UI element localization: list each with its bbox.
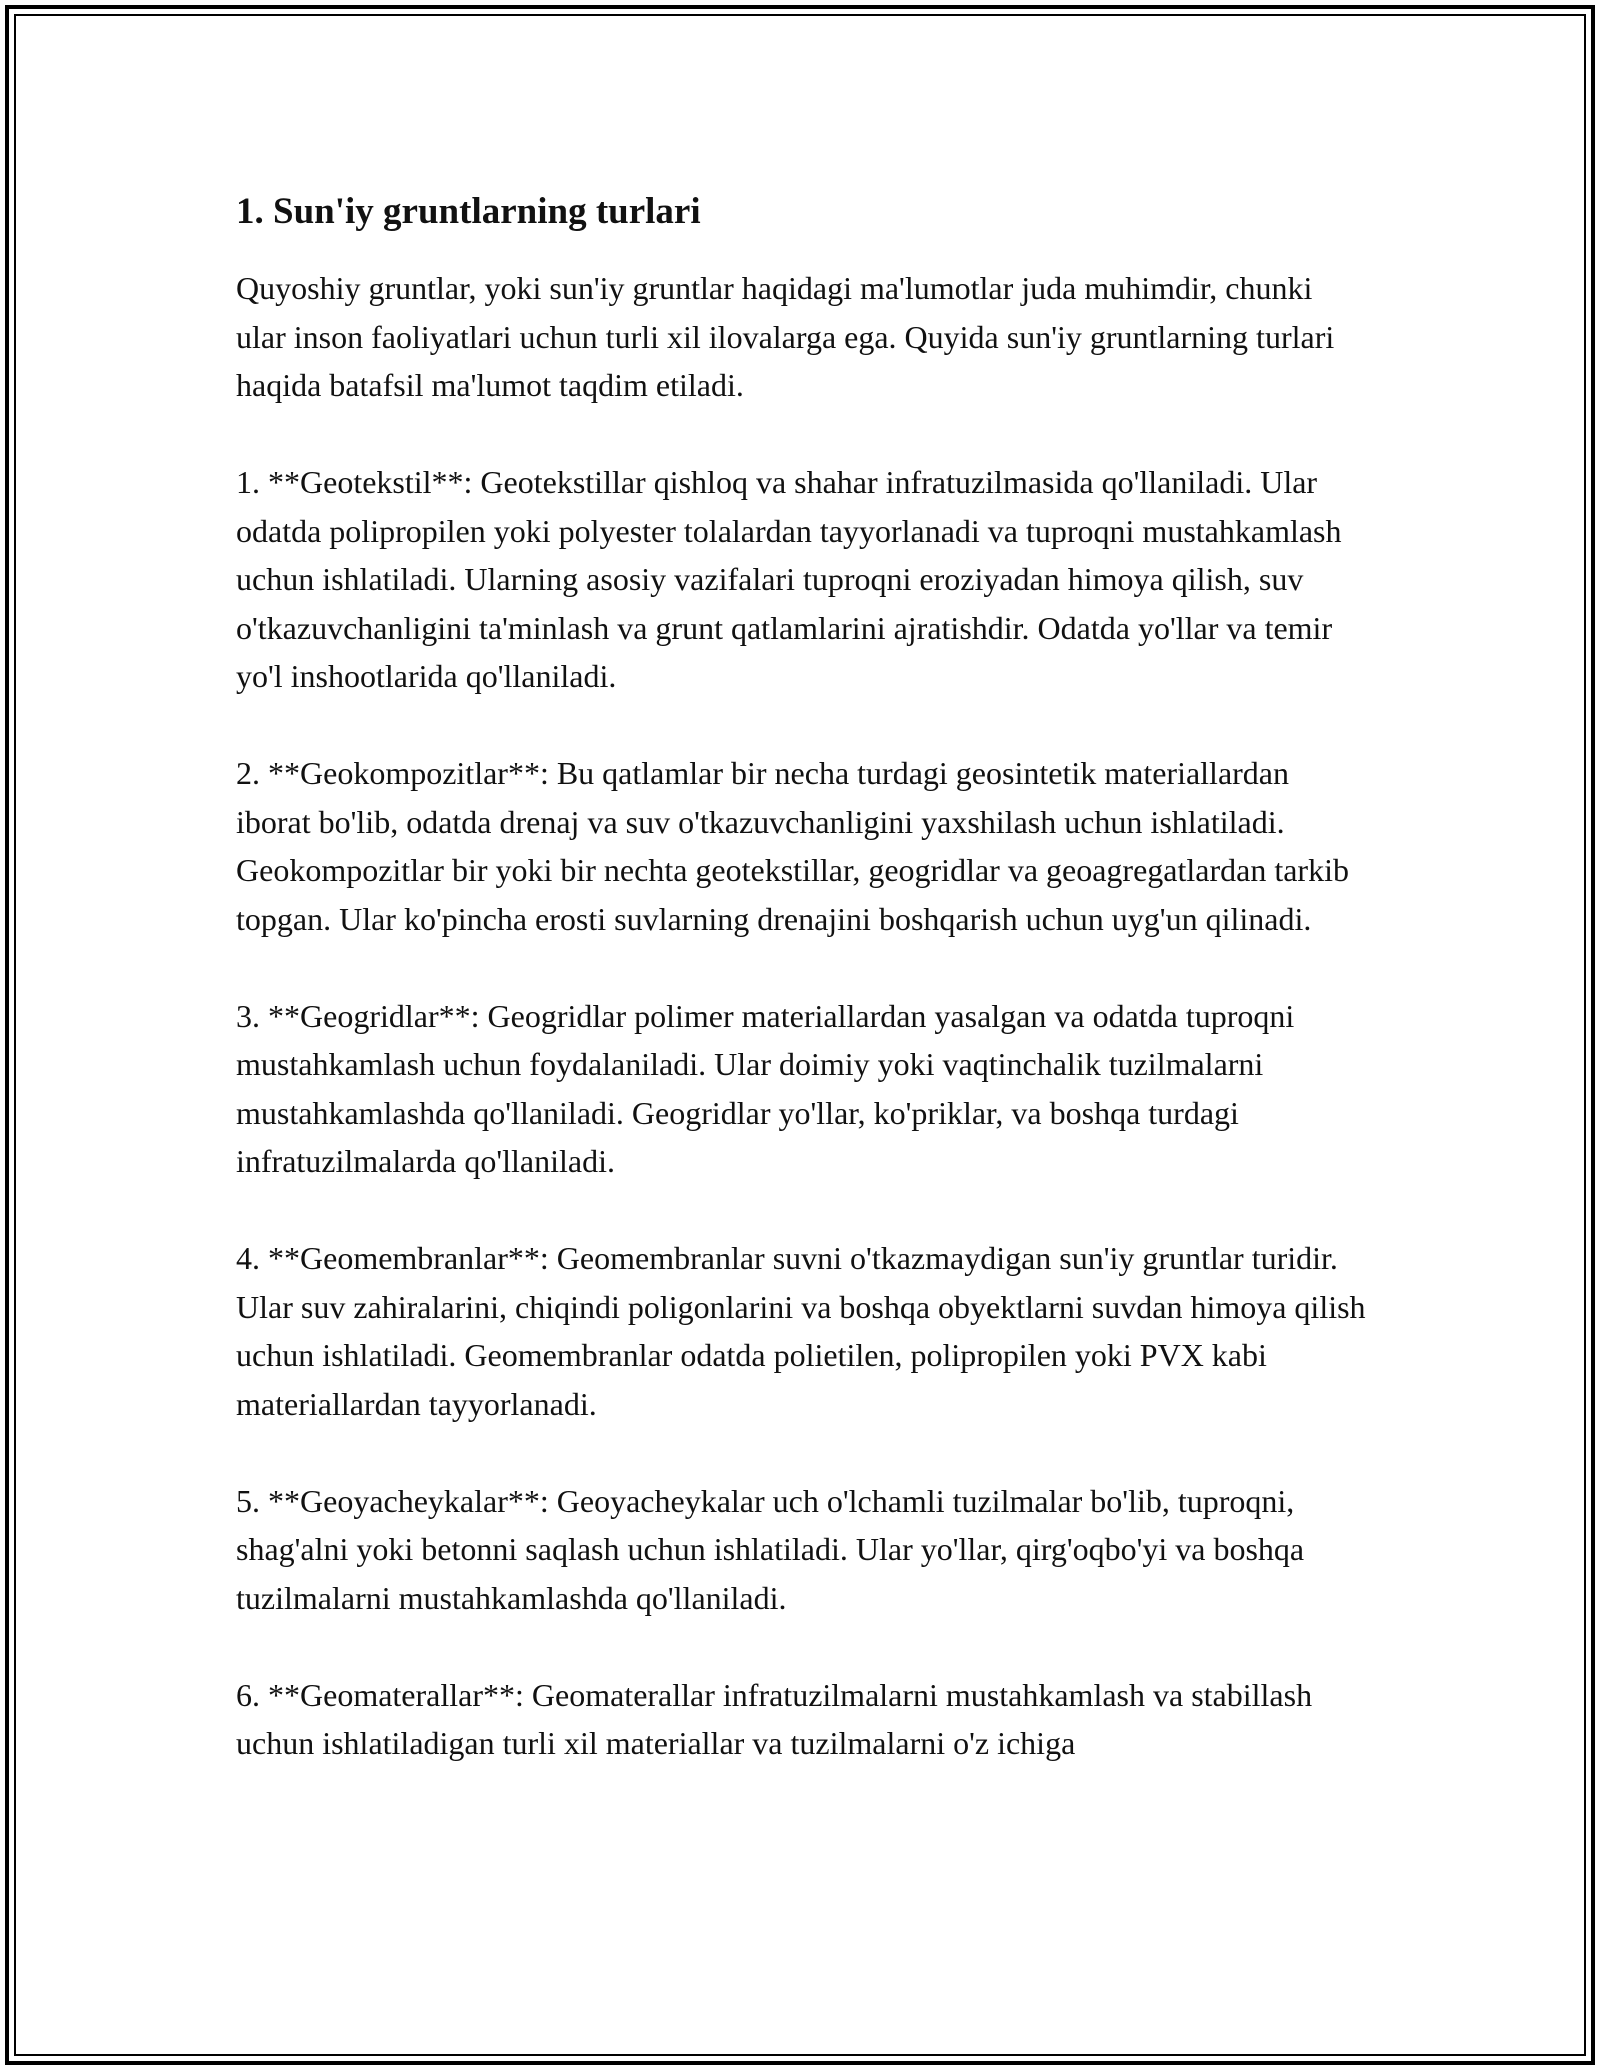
list-item-geomembranlar: 4. **Geomembranlar**: Geomembranlar suvni o'tkazmaydigan sun'iy gruntlar turidir. Ular suv zahiralarini, chiqindi poligonlarini va boshqa obyektlarni suvdan himoya qilish uchun ishlatiladi. Geomembranlar odatda polietilen, polipropilen yoki PVX kabi materiallardan tayyorlanadi. xyxy=(236,1240,1366,1422)
list-item-geotekstil: 1. **Geotekstil**: Geotekstillar qishloq va shahar infratuzilmasida qo'llaniladi. Ular odatda polipropilen yoki polyester tolalardan tayyorlanadi va tuproqni mustahkamlash uchun ishlatiladi. Ularning asosiy vazifalari tuproqni eroziyadan himoya qilish, suv o'tkazuvchanligini ta'minlash va grunt qatlamlarini ajratishdir. Odatda yo'llar va temir yo'l inshootlarida qo'llaniladi. xyxy=(236,464,1342,694)
section-heading: 1. Sun'iy gruntlarning turlari xyxy=(236,191,701,232)
document-body xyxy=(236,188,1366,1816)
list-item-geokompozitlar: 2. **Geokompozitlar**: Bu qatlamlar bir necha turdagi geosintetik materiallardan iborat bo'lib, odatda drenaj va suv o'tkazuvchanligini yaxshilash uchun ishlatiladi. Geokompozitlar bir yoki bir nechta geotekstillar, geogridlar va geoagregatlardan tarkib topgan. Ular ko'pincha erosti suvlarning drenajini boshqarish uchun uyg'un qilinadi. xyxy=(236,755,1349,937)
list-item-geomaterallar: 6. **Geomaterallar**: Geomaterallar infratuzilmalarni mustahkamlash va stabillash uchun ishlatiladigan turli xil materiallar va tuzilmalarni o'z ichiga xyxy=(236,1676,1313,1761)
intro-paragraph: Quyoshiy gruntlar, yoki sun'iy gruntlar haqidagi ma'lumotlar juda muhimdir, chunki ular inson faoliyatlari uchun turli xil ilovalarga ega. Quyida sun'iy gruntlarning turlari haqida batafsil ma'lumot taqdim etiladi. xyxy=(236,270,1335,403)
list-item-geogridlar: 3. **Geogridlar**: Geogridlar polimer materiallardan yasalgan va odatda tuproqni mustahkamlash uchun foydalaniladi. Ular doimiy yoki vaqtinchalik tuzilmalarni mustahkamlashda qo'llaniladi. Geogridlar yo'llar, ko'priklar, va boshqa turdagi infratuzilmalarda qo'llaniladi. xyxy=(236,997,1295,1179)
list-item-geoyacheykalar: 5. **Geoyacheykalar**: Geoyacheykalar uch o'lchamli tuzilmalar bo'lib, tuproqni, shag'alni yoki betonni saqlash uchun ishlatiladi. Ular yo'llar, qirg'oqbo'yi va boshqa tuzilmalarni mustahkamlashda qo'llaniladi. xyxy=(236,1482,1305,1616)
